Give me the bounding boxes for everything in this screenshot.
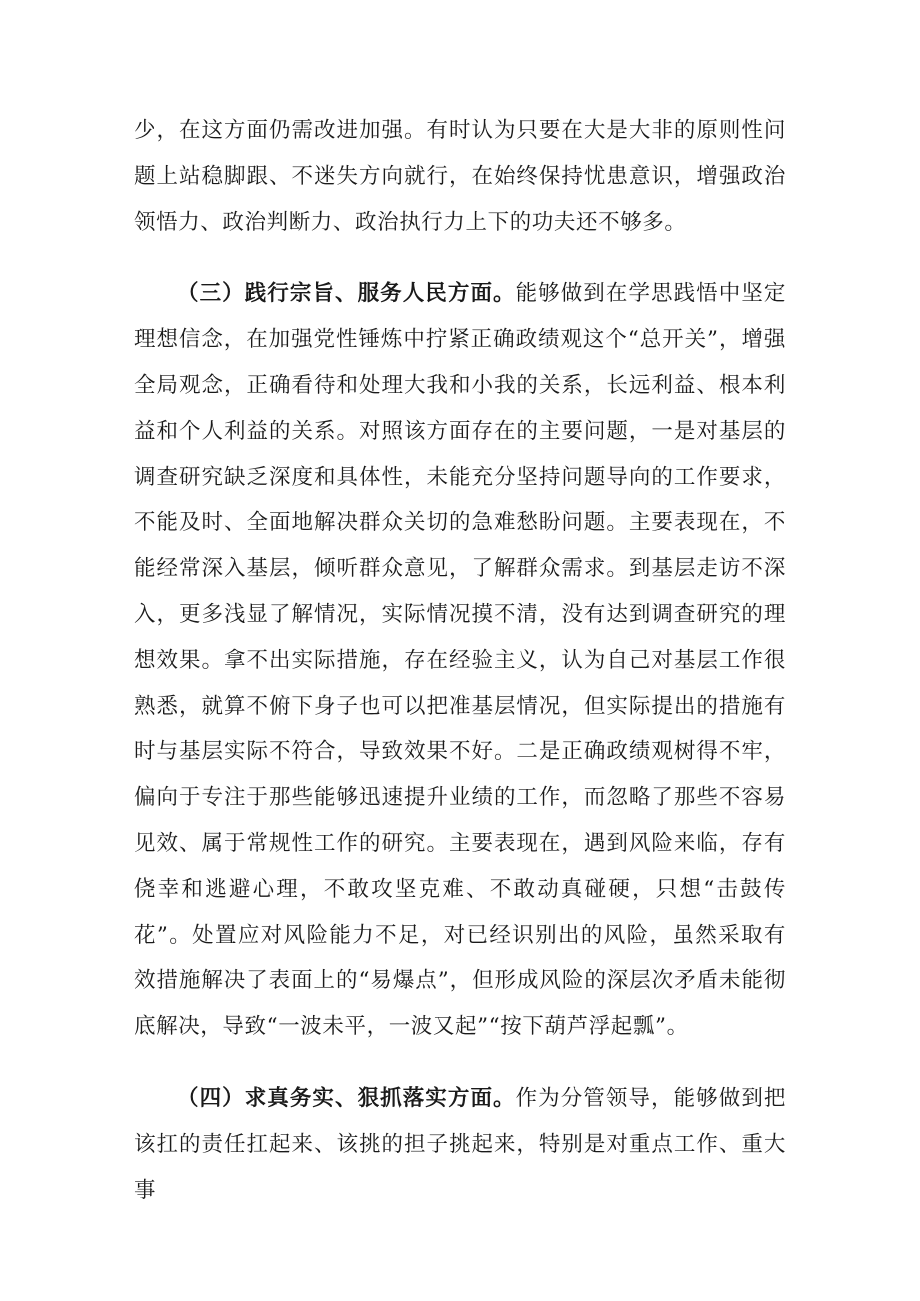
paragraph-body: 能够做到在学思践悟中坚定理想信念，在加强党性锤炼中拧紧正确政绩观这个“总开关”，增强全局观念，正确看待和处理大我和小我的关系，长远利益、根本利益和个人利益的关系。对照该方面存在的主要问题，一是对基层的调查研究缺乏深度和具体性，未能充分坚持问题导向的工作要求，不能及时、全面地解决群众关切的急难愁盼问题。主要表现在，不能经常深入基层，倾听群众意见，了解群众需求。到基层走访不深入，更多浅显了解情况，实际情况摸不清，没有达到调查研究的理想效果。拿不出实际措施，存在经验主义，认为自己对基层工作很熟悉，就算不俯下身子也可以把准基层情况，但实际提出的措施有时与基层实际不符合，导致效果不好。二是正确政绩观树得不牢，偏向于专注于那些能够迅速提升业绩的工作，而忽略了那些不容易见效、属于常规性工作的研究。主要表现在，遇到风险来临，存有侥幸和逃避心理，不敢攻坚克难、不敢动真碰硬，只想“击鼓传花”。处置应对风险能力不足，对已经识别出的风险，虽然采取有效措施解决了表面上的“易爆点”，但形成风险的深层次矛盾未能彻底解决，导致“一波未平，一波又起”“按下葫芦浮起瓢”。 [134,281,786,1040]
paragraph-section-3 [134,271,786,1050]
paragraph-continuation [134,108,786,245]
section-heading-4: （四）求真务实、狠抓落实方面。 [177,1085,516,1111]
paragraph-body: 作为分管领导，能够做到把该扛的责任扛起来、该挑的担子挑起来，特别是对重点工作、重大事 [134,1085,786,1203]
section-heading-3: （三）践行宗旨、服务人民方面。 [177,281,516,307]
document-page [134,108,786,1213]
paragraph-section-4 [134,1076,786,1213]
paragraph-body: 少，在这方面仍需改进加强。有时认为只要在大是大非的原则性问题上站稳脚跟、不迷失方向就行，在始终保持忧患意识，增强政治领悟力、政治判断力、政治执行力上下的功夫还不够多。 [134,118,786,235]
